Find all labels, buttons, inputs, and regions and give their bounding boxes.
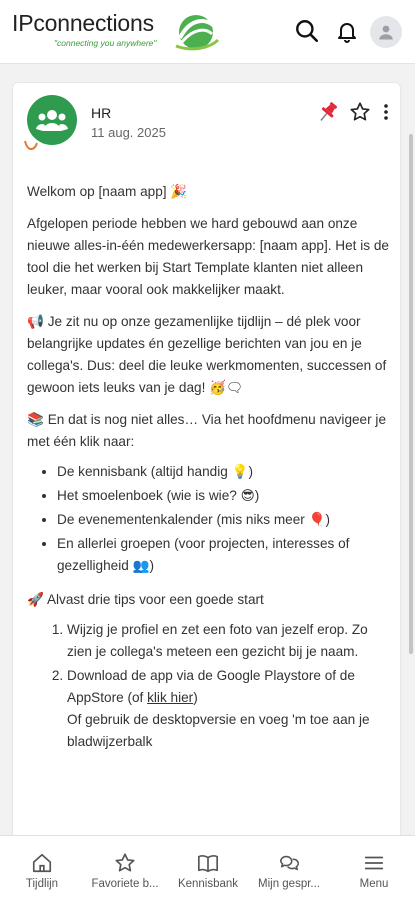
book-icon bbox=[197, 852, 219, 874]
feature-list bbox=[57, 461, 391, 577]
search-icon[interactable] bbox=[292, 16, 322, 46]
list-item: • De evenementenkalender (mis niks meer 🎈) bbox=[57, 509, 391, 531]
bottom-navigation bbox=[0, 835, 415, 900]
nav-label: Favoriete b... bbox=[91, 878, 159, 890]
tip-item: 1. Wijzig je profiel en zet een foto van jezelf erop. Zo zien je collega's meteen een gezicht bij je naam. bbox=[67, 619, 391, 663]
hand-badge-icon bbox=[23, 137, 39, 151]
menu-icon bbox=[363, 852, 385, 874]
post-card bbox=[12, 82, 401, 835]
home-icon bbox=[31, 852, 53, 874]
star-icon bbox=[114, 852, 136, 874]
tip-item bbox=[67, 665, 391, 753]
bell-icon[interactable] bbox=[332, 16, 362, 46]
user-avatar-icon[interactable] bbox=[370, 16, 402, 48]
app-header bbox=[0, 0, 415, 64]
logo-text: IPconnections bbox=[12, 10, 154, 36]
nav-label: Menu bbox=[359, 878, 389, 890]
post-author[interactable]: HR bbox=[91, 105, 112, 121]
nav-item-favorites[interactable] bbox=[84, 836, 166, 900]
scrollbar[interactable] bbox=[409, 134, 413, 654]
nav-item-kennisbank[interactable] bbox=[170, 836, 246, 900]
timeline-feed[interactable] bbox=[0, 64, 415, 835]
list-item: • En allerlei groepen (voor projecten, interesses of gezelligheid 👥) bbox=[57, 533, 391, 577]
post-paragraph-2: 📢 Je zit nu op onze gezamenlijke tijdlijn – dé plek voor belangrijke updates én gezellige berichten van jou en je collega's. Dus: deel die leuke werkmomenten, successen of gewoon iets leuks van je dag! 🥳🗨 bbox=[27, 314, 387, 395]
nav-label: Tijdlijn bbox=[25, 878, 59, 890]
tip-text: ) bbox=[193, 690, 198, 705]
list-item: • De kennisbank (altijd handig 💡) bbox=[57, 461, 391, 483]
tips-list bbox=[67, 619, 391, 753]
post-body bbox=[27, 181, 391, 755]
favorite-star-icon[interactable] bbox=[349, 101, 371, 123]
nav-item-menu[interactable] bbox=[344, 836, 404, 900]
post-paragraph-3: 📚 En dat is nog niet alles… Via het hoofdmenu navigeer je met één klik naar: bbox=[27, 412, 387, 449]
logo-tagline: "connecting you anywhere" bbox=[54, 38, 157, 48]
post-paragraph-4: 🚀 Alvast drie tips voor een goede start bbox=[27, 592, 264, 607]
list-item: • Het smoelenboek (wie is wie? 😎) bbox=[57, 485, 391, 507]
logo-swirl-icon bbox=[172, 12, 220, 52]
more-options-icon[interactable] bbox=[377, 101, 395, 123]
nav-item-tijdlijn[interactable] bbox=[12, 836, 72, 900]
post-title: Welkom op [naam app] 🎉 bbox=[27, 184, 188, 199]
post-paragraph-1: Afgelopen periode hebben we hard gebouwd aan onze nieuwe alles-in-één medewerkersapp: [naam app]. Het is de tool die het werken bij Start Template klanten niet alleen leuker, maar vooral ook makkelijker maakt. bbox=[27, 216, 389, 297]
nav-item-conversations[interactable] bbox=[250, 836, 328, 900]
tip-text: Of gebruik de desktopversie en voeg 'm toe aan je bladwijzerbalk bbox=[67, 712, 370, 749]
download-link[interactable]: klik hier bbox=[147, 690, 194, 705]
chat-icon bbox=[278, 852, 300, 874]
pin-icon[interactable] bbox=[315, 99, 341, 125]
logo[interactable] bbox=[12, 10, 212, 54]
tip-text: Download de app via de Google Playstore of de AppStore (of bbox=[67, 668, 355, 705]
post-date: 11 aug. 2025 bbox=[91, 125, 166, 140]
nav-label: Kennisbank bbox=[177, 878, 239, 890]
nav-label: Mijn gespr... bbox=[258, 878, 320, 890]
